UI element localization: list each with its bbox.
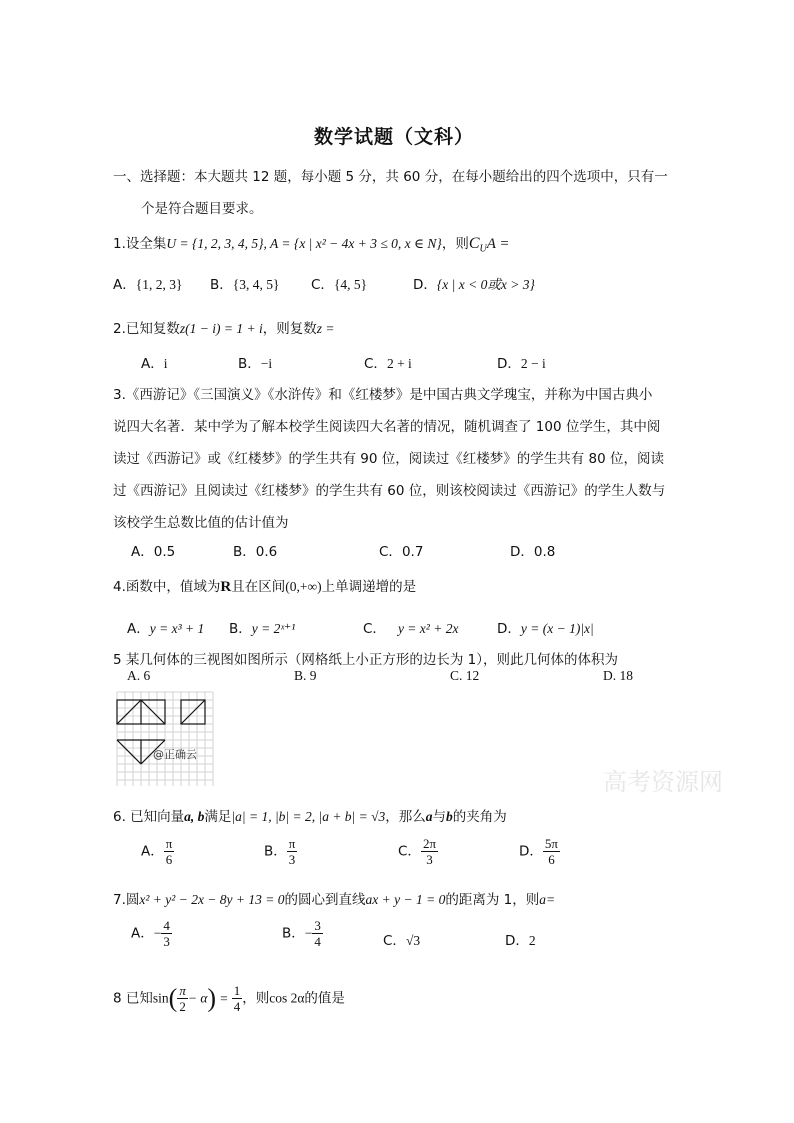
- option-label: A．: [131, 544, 154, 560]
- q6-tail3: 的夹角为: [452, 809, 507, 825]
- q6-option-d: [519, 836, 560, 867]
- option-sign: −: [153, 925, 162, 941]
- q7-mid: 的圆心到直线: [284, 892, 366, 908]
- question-8: 8 已知sin( $\frac{\pi}{2}$ − α) = $\frac{1}{4}$ ，则cos 2α的值是: [113, 983, 345, 1014]
- option-text: {3, 4, 5}: [232, 277, 280, 292]
- option-fraction: [421, 836, 438, 867]
- option-text: y = x² + 2x: [397, 621, 459, 636]
- q4-option-c: [363, 617, 458, 637]
- fraction-denominator: 3: [426, 852, 433, 867]
- q3-line-2: 说四大名著．某中学为了解本校学生阅读四大名著的情况，随机调查了 100 位学生，其中阅: [113, 419, 661, 435]
- q2-option-b: [238, 352, 272, 372]
- q8-cos: cos 2α: [269, 990, 305, 1006]
- fraction-numerator: π: [165, 836, 173, 851]
- q4-lead: 4.函数中，值域为: [113, 579, 221, 595]
- q3-line-1: 3.《西游记》《三国演义》《水浒传》和《红楼梦》是中国古典文学瑰宝，并称为中国古典小: [113, 387, 653, 403]
- q7-option-a: [131, 918, 172, 949]
- option-fraction: [161, 918, 172, 949]
- option-text: 0.8: [533, 544, 556, 560]
- option-text: 2: [528, 933, 536, 948]
- q8-sin: sin: [152, 990, 169, 1006]
- option-text: y = 2ˣ⁺¹: [251, 621, 296, 636]
- q1-option-a: [113, 273, 182, 293]
- option-label: A．: [141, 843, 164, 860]
- option-fraction: [543, 836, 560, 867]
- q3-option-c: [379, 540, 423, 560]
- option-label: C．: [398, 843, 421, 860]
- q7-ask: a=: [539, 892, 556, 907]
- option-text: {1, 2, 3}: [135, 277, 183, 292]
- option-text: i: [163, 356, 168, 371]
- q6-mid: 满足: [204, 809, 232, 825]
- option-text: y = (x − 1)|x|: [520, 621, 594, 636]
- option-label: B．: [238, 356, 261, 372]
- option-text: 6: [143, 668, 151, 683]
- option-label: B．: [233, 544, 256, 560]
- option-text: √3: [405, 933, 421, 948]
- option-text: 0.6: [255, 544, 278, 560]
- q1-option-d: [413, 273, 535, 293]
- fraction-numerator: π: [288, 836, 296, 851]
- q7-option-c: [383, 929, 420, 949]
- q2-option-d: [497, 352, 546, 372]
- option-label: D．: [505, 933, 529, 949]
- option-label: D．: [497, 621, 521, 637]
- option-text: 0.5: [153, 544, 176, 560]
- option-text: y = x³ + 1: [149, 621, 205, 636]
- option-label: C．: [364, 356, 387, 372]
- q4-option-a: [127, 617, 204, 637]
- q7-line-equation: ax + y − 1 = 0: [365, 892, 446, 907]
- fraction-denominator: 3: [163, 934, 170, 949]
- fraction-denominator: 4: [314, 934, 321, 949]
- q6-vars: a, b: [184, 809, 205, 824]
- question-6: [113, 805, 507, 825]
- q8-tail2: 的值是: [304, 990, 345, 1007]
- fraction-numerator: 5π: [544, 836, 558, 851]
- option-label: A．: [131, 925, 154, 942]
- option-label: C．: [363, 621, 386, 637]
- question-4: [113, 575, 416, 596]
- question-5: 5 某几何体的三视图如图所示（网格纸上小正方形的边长为 1），则此几何体的体积为: [113, 652, 619, 668]
- q5-option-a: [127, 668, 150, 684]
- option-text: {4, 5}: [333, 277, 368, 292]
- section-instruction-line2: 个是符合题目要求。: [141, 201, 263, 217]
- fraction-numerator: 1: [233, 983, 241, 998]
- section-instruction-line1: 一、选择题：本大题共 12 题，每小题 5 分，共 60 分，在每小题给出的四个选项中，只有一: [113, 169, 668, 185]
- option-text: 0.7: [401, 544, 424, 560]
- q3-line-5: 该校学生总数比值的估计值为: [113, 515, 289, 531]
- q3-option-d: [510, 540, 555, 560]
- q4-tail: 上单调递增的是: [321, 579, 417, 595]
- q1-option-b: [210, 273, 279, 293]
- option-label: B．: [264, 843, 287, 860]
- page-title: 数学试题（文科）: [314, 126, 475, 148]
- q6-condition: |a| = 1, |b| = 2, |a + b| = √3: [231, 809, 386, 824]
- option-fraction: [312, 918, 323, 949]
- q8-value-fraction: [232, 983, 243, 1014]
- q7-option-d: [505, 929, 536, 949]
- q1-ask-tail: A =: [486, 236, 510, 252]
- q1-complement-symbol: C: [468, 235, 480, 252]
- option-label: D．: [413, 277, 437, 293]
- fraction-denominator: 6: [165, 852, 173, 867]
- q6-lead: 6. 已知向量: [113, 809, 185, 825]
- q6-option-c: [398, 836, 438, 867]
- option-label: B．: [229, 621, 252, 637]
- q1-lead: 1.设全集: [113, 236, 167, 252]
- fraction-numerator: 2π: [422, 836, 437, 851]
- option-text: −i: [260, 356, 273, 371]
- option-label: D．: [497, 356, 521, 372]
- q2-lead: 2.已知复数: [113, 321, 180, 337]
- option-text: 2 + i: [386, 356, 412, 371]
- q5-option-c: [450, 668, 479, 684]
- q7-lead: 7.圆: [113, 892, 140, 908]
- option-label: B．: [282, 925, 305, 942]
- option-label: C．: [383, 933, 406, 949]
- q3-line-3: 读过《西游记》或《红楼梦》的学生共有 90 位，阅读过《红楼梦》的学生共有 80 位，阅读: [113, 451, 665, 467]
- fraction-numerator: 3: [314, 918, 321, 933]
- q8-angle-fraction: [177, 983, 188, 1014]
- q4-real-set: R: [220, 579, 232, 595]
- option-label: B.: [294, 668, 307, 683]
- q2-ask: z =: [316, 321, 335, 336]
- q2-expression: z(1 − i) = 1 + i: [179, 321, 263, 336]
- option-fraction: [164, 836, 175, 867]
- question-7: [113, 888, 555, 908]
- three-view-figure: [113, 690, 215, 788]
- option-label: A．: [141, 356, 164, 372]
- option-label: B．: [210, 277, 233, 293]
- question-2: [113, 317, 334, 337]
- q2-option-a: [141, 352, 168, 372]
- fraction-numerator: π: [179, 983, 186, 998]
- option-text: 12: [465, 668, 480, 683]
- q1-tail: ，则: [441, 236, 469, 252]
- q8-lead: 8 已知: [113, 990, 153, 1007]
- q2-tail: ，则复数: [262, 321, 317, 337]
- q8-tail: ，则: [242, 990, 270, 1007]
- q1-expression: U = {1, 2, 3, 4, 5}, A = {x | x² − 4x + 3 ≤ 0, x ∈ N}: [166, 236, 442, 251]
- q4-interval: (0,+∞): [285, 579, 322, 594]
- q4-mid: 且在区间: [231, 579, 286, 595]
- option-label: A．: [127, 621, 150, 637]
- option-label: C．: [311, 277, 334, 293]
- option-text: 2 − i: [520, 356, 546, 371]
- option-label: D．: [519, 843, 543, 860]
- q3-line-4: 过《西游记》且阅读过《红楼梦》的学生共有 60 位，则该校阅读过《西游记》的学生人数与: [113, 483, 666, 499]
- option-label: D.: [603, 668, 617, 683]
- option-fraction: [287, 836, 298, 867]
- fraction-denominator: 4: [233, 999, 241, 1014]
- q5-option-b: [294, 668, 317, 684]
- option-text: 9: [309, 668, 317, 683]
- option-label: C．: [379, 544, 402, 560]
- question-1: [113, 232, 510, 255]
- option-label: C.: [450, 668, 463, 683]
- q8-minus-alpha: − α: [187, 990, 208, 1006]
- q7-option-b: [282, 918, 323, 949]
- q1-option-c: [311, 273, 367, 293]
- q6-option-a: [141, 836, 174, 867]
- option-label: A.: [127, 668, 141, 683]
- option-text: {x | x < 0或x > 3}: [436, 277, 535, 292]
- q5-option-d: [603, 668, 633, 684]
- q4-option-b: [229, 617, 295, 637]
- q6-option-b: [264, 836, 297, 867]
- option-label: A．: [113, 277, 136, 293]
- q1-complement-subscript: U: [479, 243, 487, 255]
- q6-tail1: ，那么: [385, 809, 426, 825]
- fraction-denominator: 2: [179, 999, 186, 1014]
- q6-tail2: 与: [432, 809, 447, 825]
- q4-option-d: [497, 617, 594, 637]
- q2-option-c: [364, 352, 412, 372]
- q6-vector-a: a: [425, 809, 433, 824]
- q7-circle-equation: x² + y² − 2x − 8y + 13 = 0: [139, 892, 285, 907]
- fraction-numerator: 4: [163, 918, 170, 933]
- fraction-denominator: 3: [288, 852, 296, 867]
- fraction-denominator: 6: [548, 852, 555, 867]
- figure-watermark: @正确云: [153, 748, 197, 761]
- q7-tail: 的距离为 1，则: [445, 892, 540, 908]
- q3-option-b: [233, 540, 277, 560]
- page-watermark: 高考资源网: [603, 768, 723, 796]
- option-text: 18: [619, 668, 633, 683]
- option-sign: −: [304, 925, 313, 941]
- q8-equals: =: [220, 990, 228, 1006]
- q6-vector-b: b: [446, 809, 453, 824]
- q3-option-a: [131, 540, 175, 560]
- option-label: D．: [510, 544, 534, 560]
